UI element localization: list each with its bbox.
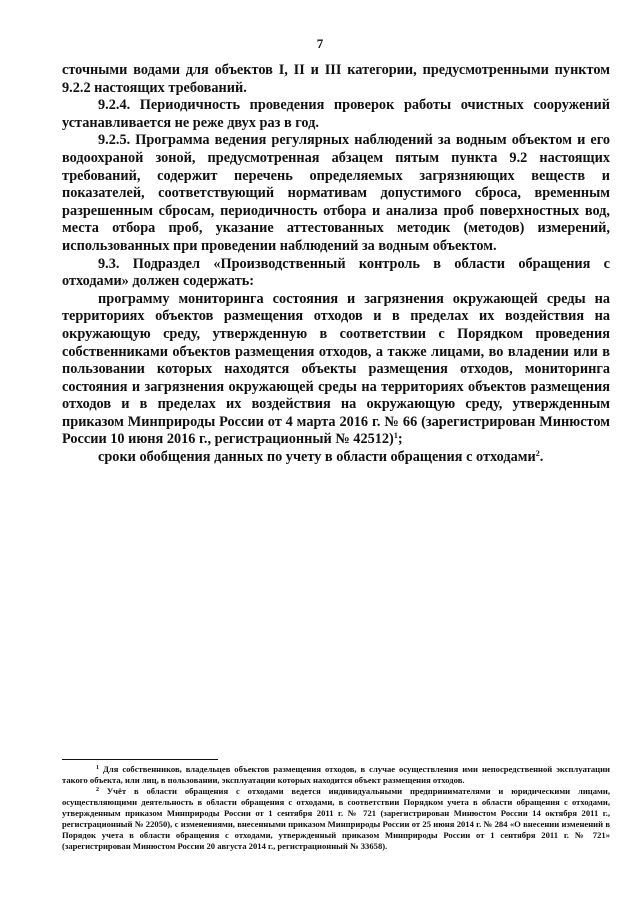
monitoring-program-text: программу мониторинга состояния и загрязнения окружающей среды на территориях объектов размещения отходов и в пределах их воздействия на окружающую среду, утвержденную в соответствии с Порядком проведения собственниками объектов размещения отходов, а также лицами, во владении или в пользовании которых находятся объекты размещения отходов, мониторинга состояния и загрязнения окружающей среды на территориях объектов размещения отходов и в пределах их воздействия на окружающую среду, утвержденным приказом Минприроды России от 4 марта 2016 г. № 66 (зарегистрирован Минюстом России 10 июня 2016 г., регистрационный № 42512): [62, 290, 610, 448]
paragraph-9-3: 9.3. Подраздел «Производственный контроль в области обращения с отходами» должен содержать:: [62, 255, 610, 290]
footnote-2: [62, 786, 610, 852]
paragraph-generalization-terms: [62, 449, 610, 467]
footnote-ref-1[interactable]: 1: [393, 431, 398, 441]
paragraph-continuation: сточными водами для объектов I, II и III категории, предусмотренными пунктом 9.2.2 настоящих требований.: [62, 62, 610, 96]
page-number: 7: [316, 36, 324, 51]
footnote-2-text: Учёт в области обращения с отходами ведется индивидуальными предпринимателями и юридическими лицами, осуществляющими деятельность в области обращения с отходами, в соответствии Порядком учета в области обращения с отходами, утвержденным приказом Минприроды России от 1 сентября 2011 г. № 721 (зарегистрирован Минюстом России 14 октября 2011 г., регистрационный № 22050), с изменениями, внесенными приказом Минприроды России от 25 июня 2014 г. № 284 «О внесении изменений в Порядок учета в области обращения с отходами, утвержденный приказом Минприроды России от 1 сентября 2011 г. № 721» (зарегистрирован Минюстом России 20 августа 2014 г., регистрационный № 33658).: [62, 786, 610, 851]
generalization-terms-text: сроки обобщения данных по учету в области обращения с отходами: [98, 449, 536, 466]
footnotes: [62, 764, 610, 852]
footnote-1: [62, 764, 610, 786]
generalization-terms-end: .: [539, 449, 544, 466]
footnote-2-mark: 2: [96, 787, 99, 793]
document-body: [62, 62, 610, 467]
monitoring-program-end: ;: [397, 431, 403, 448]
footnote-1-text: Для собственников, владельцев объектов размещения отходов, в случае осуществления ими непосредственной эксплуатации такого объекта, или лиц, в пользовании, эксплуатации которых находится объект размещения отходов.: [62, 764, 610, 785]
paragraph-9-2-4: 9.2.4. Периодичность проведения проверок работы очистных сооружений устанавливается не реже двух раз в год.: [62, 97, 610, 131]
paragraph-9-2-5: 9.2.5. Программа ведения регулярных наблюдений за водным объектом и его водоохраной зоной, предусмотренная абзацем пятым пункта 9.2 настоящих требований, содержит перечень определяемых загрязняющих веществ и показателей, соответствующий нормативам допустимого сброса, временным разрешенным сбросам, периодичность отбора и анализа проб поверхностных вод, места отбора проб, указание аттестованных методик (методов) измерений, использованных при проведении наблюдений за водным объектом.: [62, 132, 610, 254]
footnote-separator: [62, 759, 218, 760]
footnote-ref-2[interactable]: 2: [535, 449, 540, 459]
footnote-1-mark: 1: [96, 765, 99, 771]
paragraph-monitoring-program: [62, 291, 610, 449]
